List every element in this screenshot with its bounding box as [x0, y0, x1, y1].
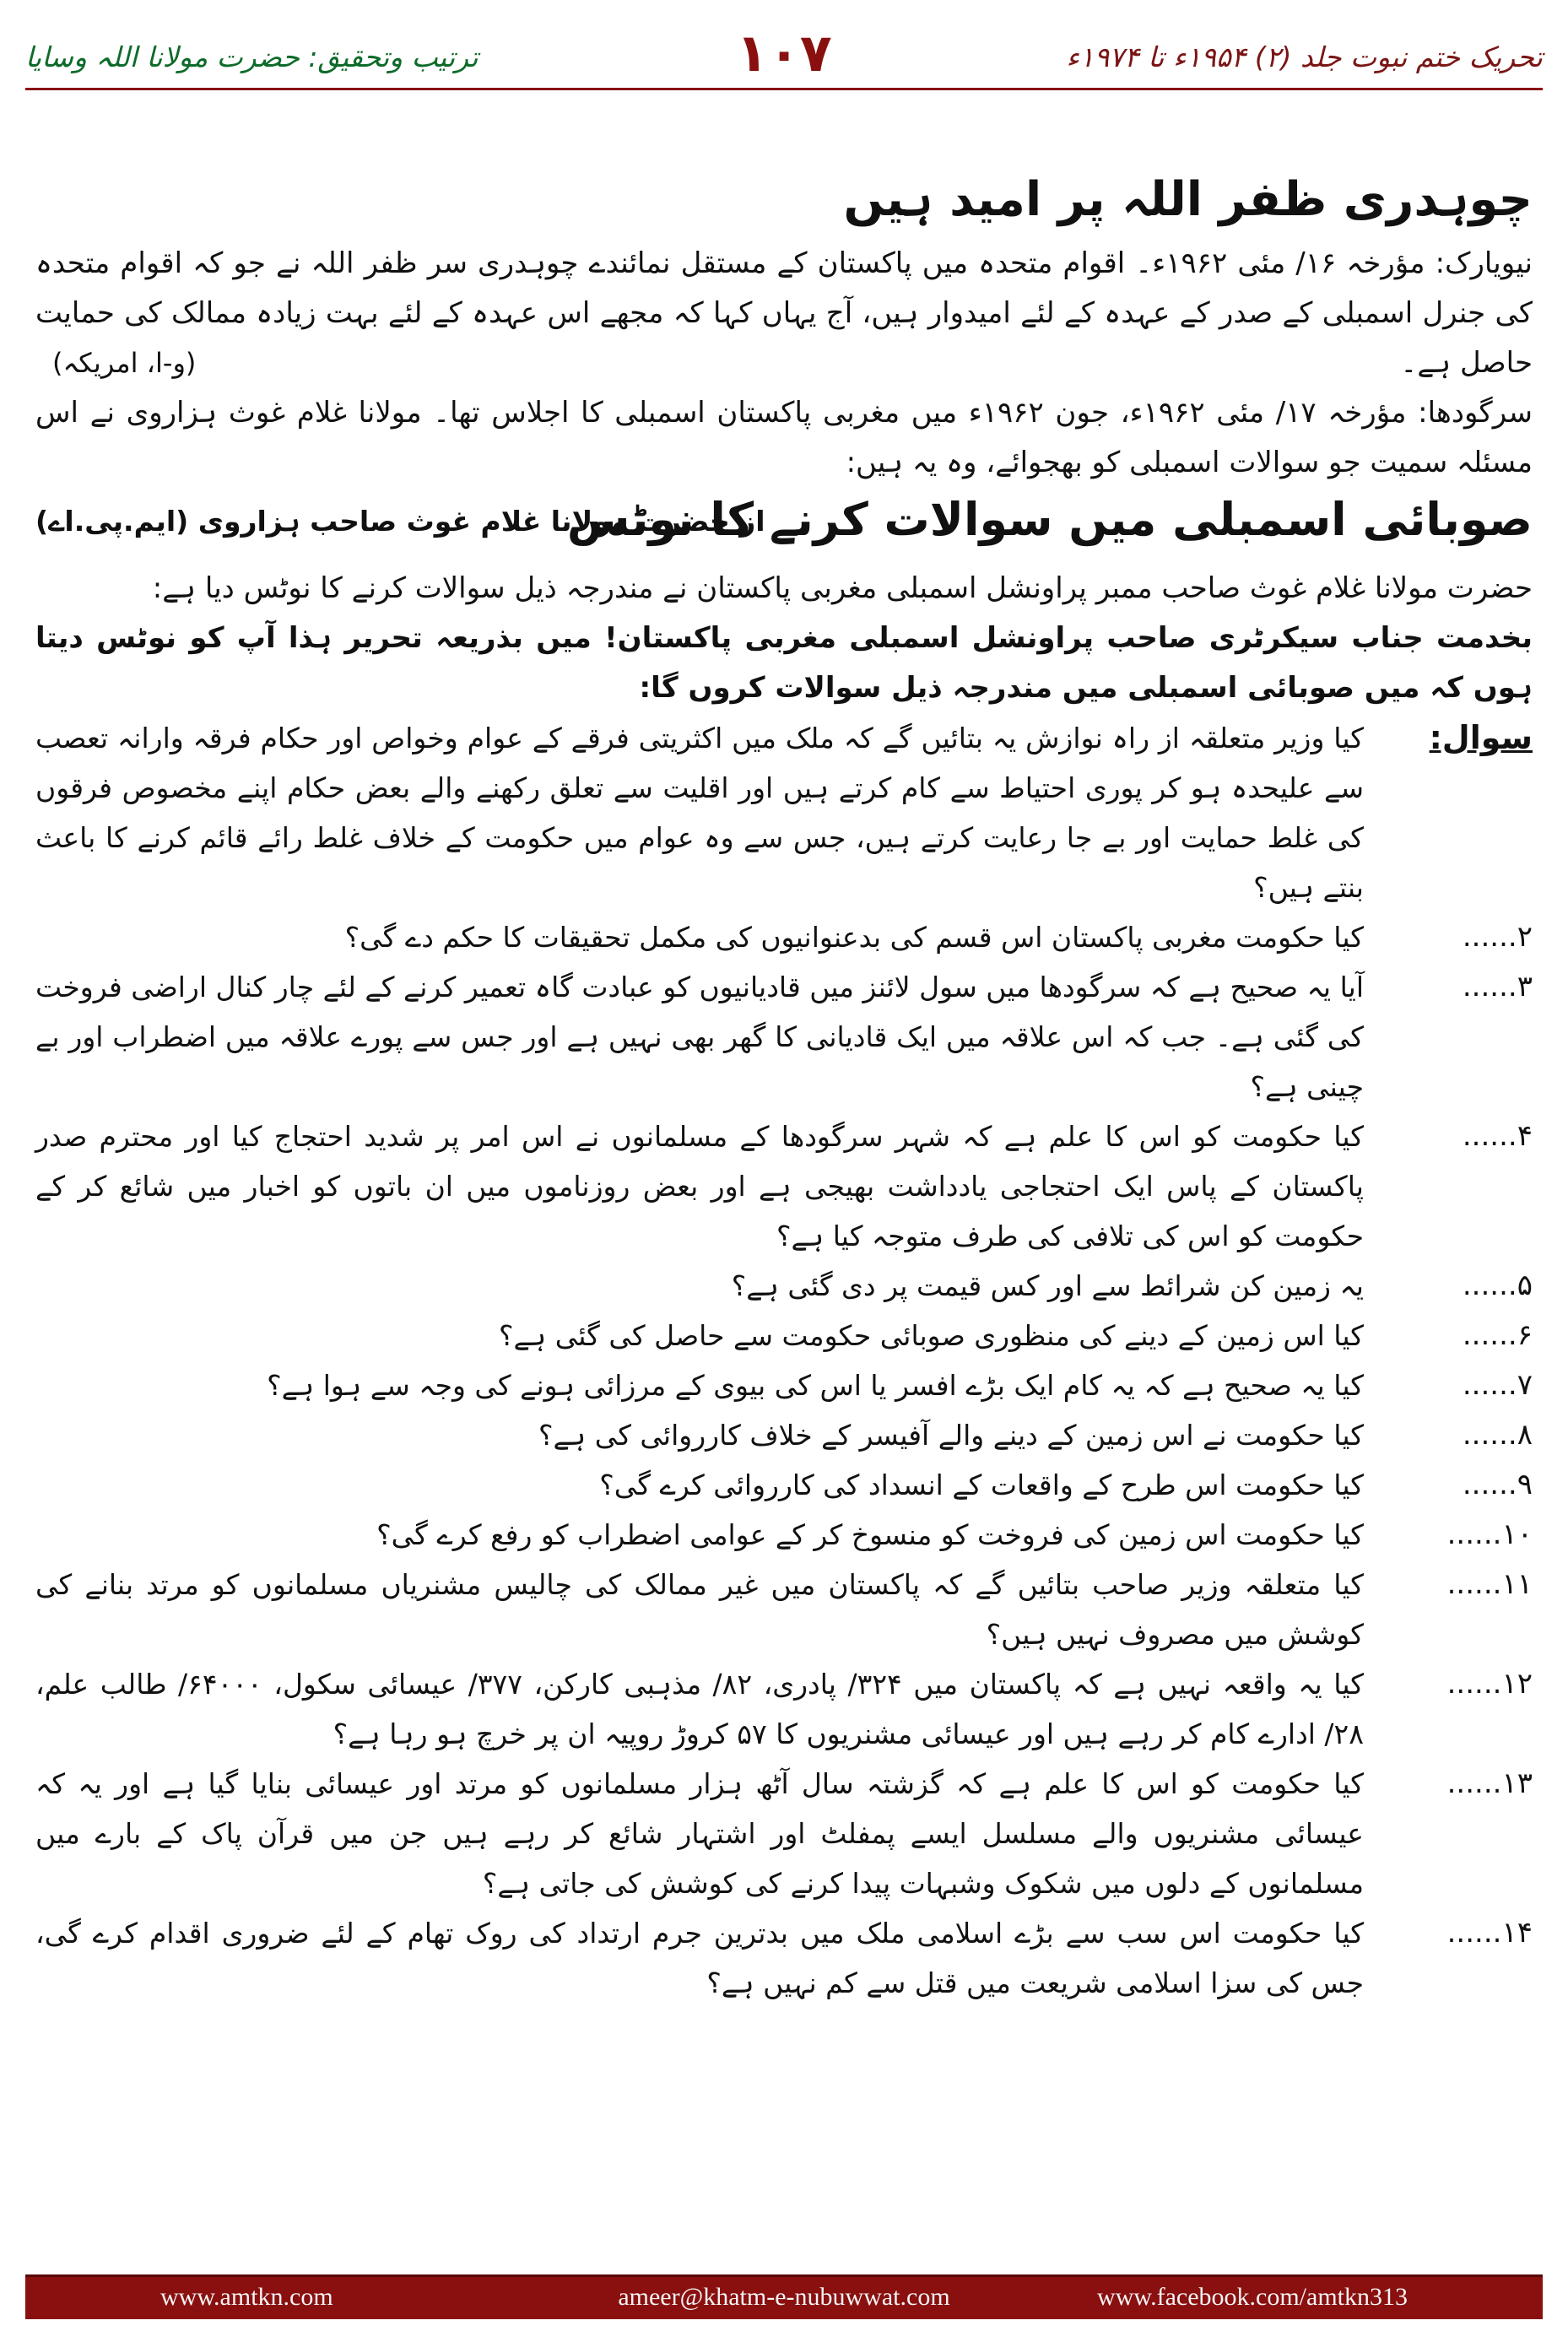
email-link[interactable]: ameer@khatm-e-nubuwwat.com: [618, 2283, 950, 2311]
page-footer: [25, 2274, 1543, 2319]
question-text: کیا وزیر متعلقہ از راہ نوازش یہ بتائیں گے کہ ملک میں اکثریتی فرقے کے عوام وخواص اور حکام فرقہ وارانہ تعصب سے علیحدہ ہو کر پوری احتیاط سے کام کرتے ہیں اور اقلیت سے تعلق رکھنے والے بعض حکام اپنے مخصوص فرقوں کی غلط حمایت اور بے جا رعایت کرتے ہیں، جس سے وہ عوام میں حکومت کے خلاف غلط رائے قائم کرنے کا باعث بنتے ہیں؟: [35, 722, 1364, 904]
question-item: [35, 1410, 1533, 1460]
question-label: ۸......: [1462, 1418, 1533, 1452]
question-text: کیا حکومت اس طرح کے واقعات کے انسداد کی کارروائی کرے گی؟: [599, 1468, 1364, 1501]
compiler-credit: ترتیب وتحقیق: حضرت مولانا اللہ وسایا: [25, 41, 479, 73]
question-text: کیا یہ واقعہ نہیں ہے کہ پاکستان میں ۳۲۴/ پادری، ۸۲/ مذہبی کارکن، ۳۷۷/ عیسائی سکول، ۶۴۰۰۰/ طالب علم، ۲۸/ ادارے کام کر رہے ہیں اور عیسائی مشنریوں کا ۵۷ کروڑ روپیہ ان پر خرچ ہو رہا ہے؟: [35, 1668, 1364, 1750]
news-source: (و-ا، امریکہ): [52, 347, 197, 379]
question-text: یہ زمین کن شرائط سے اور کس قیمت پر دی گئی ہے؟: [731, 1269, 1364, 1302]
question-text: کیا حکومت اس زمین کی فروخت کو منسوخ کر کے عوامی اضطراب کو رفع کرے گی؟: [376, 1518, 1364, 1551]
question-label: ۱۰......: [1446, 1517, 1533, 1551]
question-item: [35, 1908, 1533, 2008]
question-label: ۹......: [1462, 1468, 1533, 1501]
question-item: [35, 1659, 1533, 1759]
question-text: آیا یہ صحیح ہے کہ سرگودھا میں سول لائنز میں قادیانیوں کو عبادت گاہ تعمیر کرنے کے لئے چار کنال اراضی فروخت کی گئی ہے۔ جب کہ اس علاقہ میں ایک قادیانی کا گھر بھی نہیں ہے اور جس سے پورے علاقہ میں اضطراب اور بے چینی ہے؟: [35, 971, 1364, 1103]
facebook-link[interactable]: www.facebook.com/amtkn313: [1097, 2283, 1408, 2311]
question-text: کیا حکومت کو اس کا علم ہے کہ شہر سرگودھا کے مسلمانوں نے اس امر پر شدید احتجاج کیا اور محترم صدر پاکستان کے پاس ایک احتجاجی یادداشت بھیجی ہے اور بعض روزناموں میں ان باتوں کو اخبار میں شائع کر کے حکومت کو اس کی تلافی کی طرف متوجہ کیا ہے؟: [35, 1120, 1364, 1252]
page-content: [35, 165, 1533, 2008]
question-label: ۲......: [1462, 920, 1533, 954]
questions-list: [35, 713, 1533, 2008]
notice-title: صوبائی اسمبلی میں سوالات کرنے کا نوٹس: [566, 493, 1533, 546]
question-label: سوال:: [1429, 719, 1533, 756]
question-text: کیا اس زمین کے دینے کی منظوری صوبائی حکومت سے حاصل کی گئی ہے؟: [499, 1319, 1364, 1352]
question-label: ۷......: [1462, 1368, 1533, 1402]
notice-address: بخدمت جناب سیکرٹری صاحب پراونشل اسمبلی مغربی پاکستان! میں بذریعہ تحریر ہذا آپ کو نوٹس دیتا ہوں کہ میں صوبائی اسمبلی میں مندرجہ ذیل سوالات کروں گا:: [35, 621, 1533, 705]
page-header: [25, 22, 1543, 84]
notice-byline: از حضرت مولانا غلام غوث صاحب ہزاروی (ایم.پی.اے): [35, 505, 765, 538]
question-label: ۱۳......: [1446, 1766, 1533, 1800]
question-label: ۴......: [1462, 1119, 1533, 1153]
question-text: کیا حکومت کو اس کا علم ہے کہ گزشتہ سال آٹھ ہزار مسلمانوں کو مرتد اور عیسائی بنایا گیا ہے اور یہ کہ عیسائی مشنریوں والے مسلسل ایسے پمفلٹ اور اشتہار شائع کر رہے ہیں جن میں قرآن پاک کے بارے میں مسلمانوں کے دلوں میں شکوک وشبہات پیدا کرنے کی کوشش کی جاتی ہے؟: [35, 1767, 1364, 1900]
news-paragraph-sargodha: سرگودھا: مؤرخہ ۱۷/ مئی ۱۹۶۲ء، جون ۱۹۶۲ء میں مغربی پاکستان اسمبلی کا اجلاس تھا۔ مولانا غلام غوث ہزاروی نے اس مسئلہ سمیت جو سوالات اسمبلی کو بھجوائے، وہ یہ ہیں:: [35, 396, 1533, 479]
question-text: کیا یہ صحیح ہے کہ یہ کام ایک بڑے افسر یا اس کی بیوی کے مرزائی ہونے کی وجہ سے ہوا ہے؟: [267, 1369, 1364, 1402]
question-item: [35, 1360, 1533, 1410]
notice-intro: حضرت مولانا غلام غوث صاحب ممبر پراونشل اسمبلی مغربی پاکستان نے مندرجہ ذیل سوالات کرنے کا نوٹس دیا ہے:: [152, 571, 1533, 605]
question-item: [35, 1112, 1533, 1261]
question-item: [35, 1759, 1533, 1908]
news-paragraph-newyork: [35, 239, 1533, 388]
question-text: کیا حکومت نے اس زمین کے دینے والے آفیسر کے خلاف کارروائی کی ہے؟: [538, 1419, 1364, 1452]
page-number: ۱۰۷: [736, 22, 832, 84]
notice-heading-row: [35, 493, 1533, 564]
website-link[interactable]: www.amtkn.com: [160, 2283, 333, 2311]
question-text: کیا متعلقہ وزیر صاحب بتائیں گے کہ پاکستان میں غیر ممالک کی چالیس مشنریاں مسلمانوں کو مرتد بنانے کی کوشش میں مصروف نہیں ہیں؟: [35, 1568, 1364, 1651]
question-label: ۳......: [1462, 970, 1533, 1003]
question-item: [35, 962, 1533, 1112]
question-label: ۶......: [1462, 1318, 1533, 1352]
question-item: [35, 912, 1533, 962]
question-text: کیا حکومت اس سب سے بڑے اسلامی ملک میں بدترین جرم ارتداد کی روک تھام کے لئے ضروری اقدام کرے گی، جس کی سزا اسلامی شریعت میں قتل سے کم نہیں ہے؟: [35, 1917, 1364, 1999]
question-label: ۱۲......: [1446, 1667, 1533, 1701]
question-item: [35, 1560, 1533, 1659]
question-label: ۱۱......: [1446, 1567, 1533, 1601]
book-title: تحریک ختم نبوت جلد (۲) ۱۹۵۴ء تا ۱۹۷۴ء: [1066, 41, 1543, 73]
question-item: [35, 1311, 1533, 1360]
question-item: [35, 713, 1533, 912]
question-item: [35, 1460, 1533, 1510]
question-label: ۵......: [1462, 1268, 1533, 1302]
newyork-text: نیویارک: مؤرخہ ۱۶/ مئی ۱۹۶۲ء۔ اقوام متحدہ میں پاکستان کے مستقل نمائندے چوہدری سر ظفر اللہ نے جو کہ اقوام متحدہ کی جنرل اسمبلی کے صدر کے عہدہ کے لئے امیدوار ہیں، آج یہاں کہا کہ مجھے اس عہدہ کے لئے بہت زیادہ ممالک کی حمایت حاصل ہے۔: [35, 246, 1533, 380]
question-text: کیا حکومت مغربی پاکستان اس قسم کی بدعنوانیوں کی مکمل تحقیقات کا حکم دے گی؟: [344, 921, 1364, 954]
question-item: [35, 1261, 1533, 1311]
article-title: چوہدری ظفر اللہ پر امید ہیں: [843, 172, 1533, 227]
question-item: [35, 1510, 1533, 1560]
header-divider: [25, 88, 1543, 90]
question-label: ۱۴......: [1446, 1916, 1533, 1950]
